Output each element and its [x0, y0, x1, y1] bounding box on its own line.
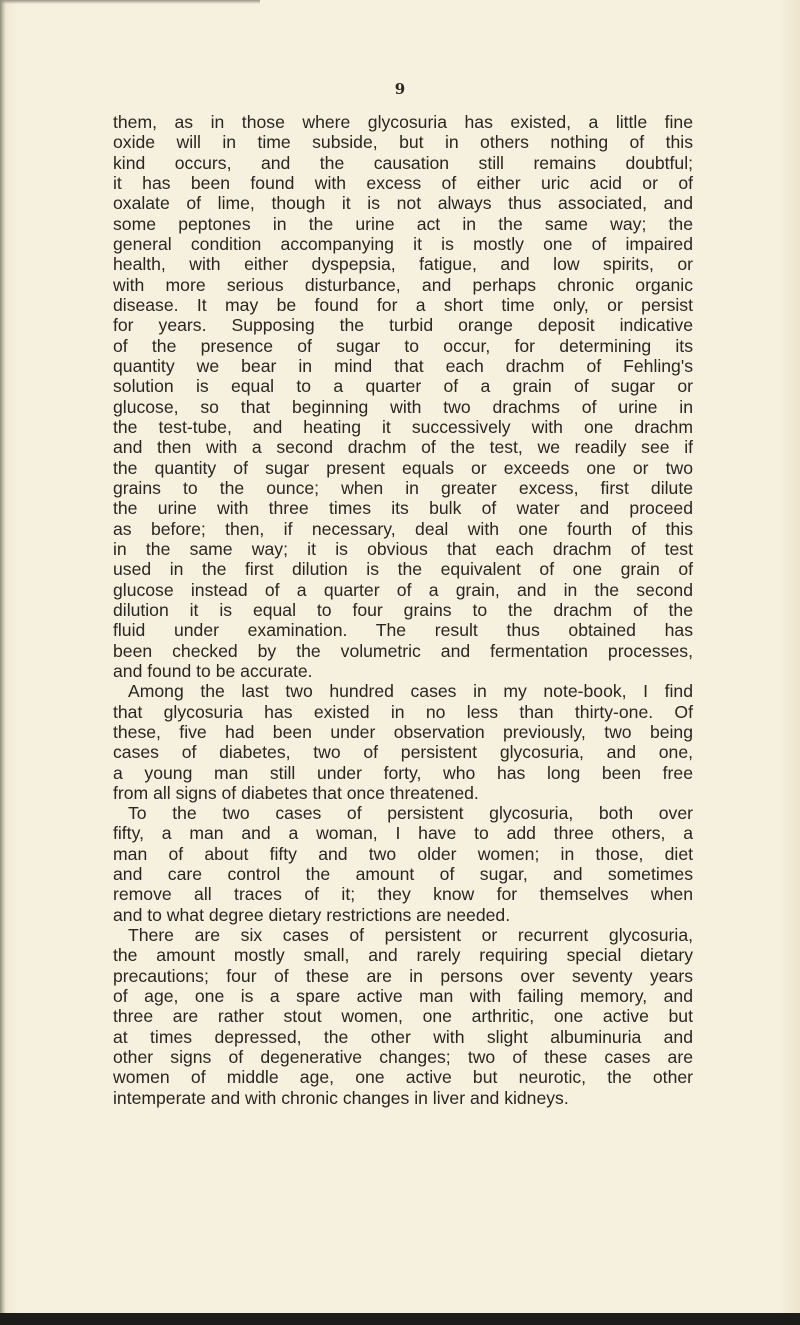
text-line: the amount mostly small, and rarely requiring special dietary: [113, 945, 693, 966]
page-number: 9: [394, 80, 406, 98]
body-text: [113, 112, 693, 1108]
text-line: remove all traces of it; they know for themselves when: [113, 884, 693, 905]
text-line: cases of diabetes, two of persistent glycosuria, and one,: [113, 742, 693, 763]
text-line: of the presence of sugar to occur, for determining its: [113, 335, 693, 356]
text-line: and then with a second drachm of the test, we readily see if: [113, 437, 693, 458]
text-line: and care control the amount of sugar, and sometimes: [113, 864, 693, 885]
text-line: three are rather stout women, one arthritic, one active but: [113, 1006, 693, 1027]
text-line: been checked by the volumetric and fermentation processes,: [113, 640, 693, 661]
text-line: them, as in those where glycosuria has existed, a little fine: [113, 112, 693, 132]
text-line: of age, one is a spare active man with failing memory, and: [113, 986, 693, 1007]
text-line: intemperate and with chronic changes in liver and kidneys.: [113, 1087, 569, 1108]
text-line: general condition accompanying it is mostly one of impaired: [113, 233, 693, 254]
text-line: and to what degree dietary restrictions are needed.: [113, 904, 511, 925]
text-line: quantity we bear in mind that each drachm of Fehling's: [113, 355, 693, 376]
text-line: oxide will in time subside, but in others nothing of this: [113, 132, 693, 153]
text-line: used in the first dilution is the equivalent of one grain of: [113, 559, 693, 580]
text-line: as before; then, if necessary, deal with one fourth of this: [113, 518, 693, 539]
text-line: To the two cases of persistent glycosuria, both over: [128, 803, 693, 824]
text-line: in the same way; it is obvious that each drachm of test: [113, 538, 693, 559]
text-line: at times depressed, the other with slight albuminuria and: [113, 1026, 693, 1047]
text-line: precautions; four of these are in persons over seventy years: [113, 965, 693, 986]
text-line: and found to be accurate.: [113, 660, 313, 681]
text-line: other signs of degenerative changes; two of these cases are: [113, 1047, 693, 1068]
text-line: solution is equal to a quarter of a grain of sugar or: [113, 376, 693, 397]
text-line: man of about fifty and two older women; in those, diet: [113, 843, 693, 864]
text-line: a young man still under forty, who has long been free: [113, 762, 693, 783]
text-line: from all signs of diabetes that once threatened.: [113, 782, 479, 803]
text-line: glucose, so that beginning with two drachms of urine in: [113, 396, 693, 417]
text-line: kind occurs, and the causation still remains doubtful;: [113, 152, 693, 173]
page-binding-edge: [0, 0, 6, 1325]
text-line: the quantity of sugar present equals or exceeds one or two: [113, 457, 693, 478]
text-line: these, five had been under observation previously, two being: [113, 721, 693, 742]
text-line: that glycosuria has existed in no less than thirty-one. Of: [113, 701, 693, 722]
text-line: it has been found with excess of either uric acid or of: [113, 172, 693, 193]
text-line: health, with either dyspepsia, fatigue, and low spirits, or: [113, 254, 693, 275]
text-line: fifty, a man and a woman, I have to add three others, a: [113, 823, 693, 844]
text-line: the test-tube, and heating it successively with one drachm: [113, 416, 693, 437]
text-line: women of middle age, one active but neurotic, the other: [113, 1067, 693, 1088]
text-line: fluid under examination. The result thus obtained has: [113, 620, 693, 641]
text-line: There are six cases of persistent or recurrent glycosuria,: [128, 925, 693, 946]
text-line: grains to the ounce; when in greater excess, first dilute: [113, 477, 693, 498]
page-top-shadow: [0, 0, 260, 4]
text-line: the urine with three times its bulk of water and proceed: [113, 498, 693, 519]
text-line: for years. Supposing the turbid orange deposit indicative: [113, 315, 693, 336]
text-line: Among the last two hundred cases in my note-book, I find: [128, 681, 693, 702]
text-line: some peptones in the urine act in the same way; the: [113, 213, 693, 234]
text-line: glucose instead of a quarter of a grain, and in the second: [113, 579, 693, 600]
text-line: oxalate of lime, though it is not always thus associated, and: [113, 193, 693, 214]
scan-bottom-edge: [0, 1313, 800, 1325]
text-line: dilution it is equal to four grains to the drachm of the: [113, 599, 693, 620]
text-line: disease. It may be found for a short time only, or persist: [113, 294, 693, 315]
text-line: with more serious disturbance, and perhaps chronic organic: [113, 274, 693, 295]
